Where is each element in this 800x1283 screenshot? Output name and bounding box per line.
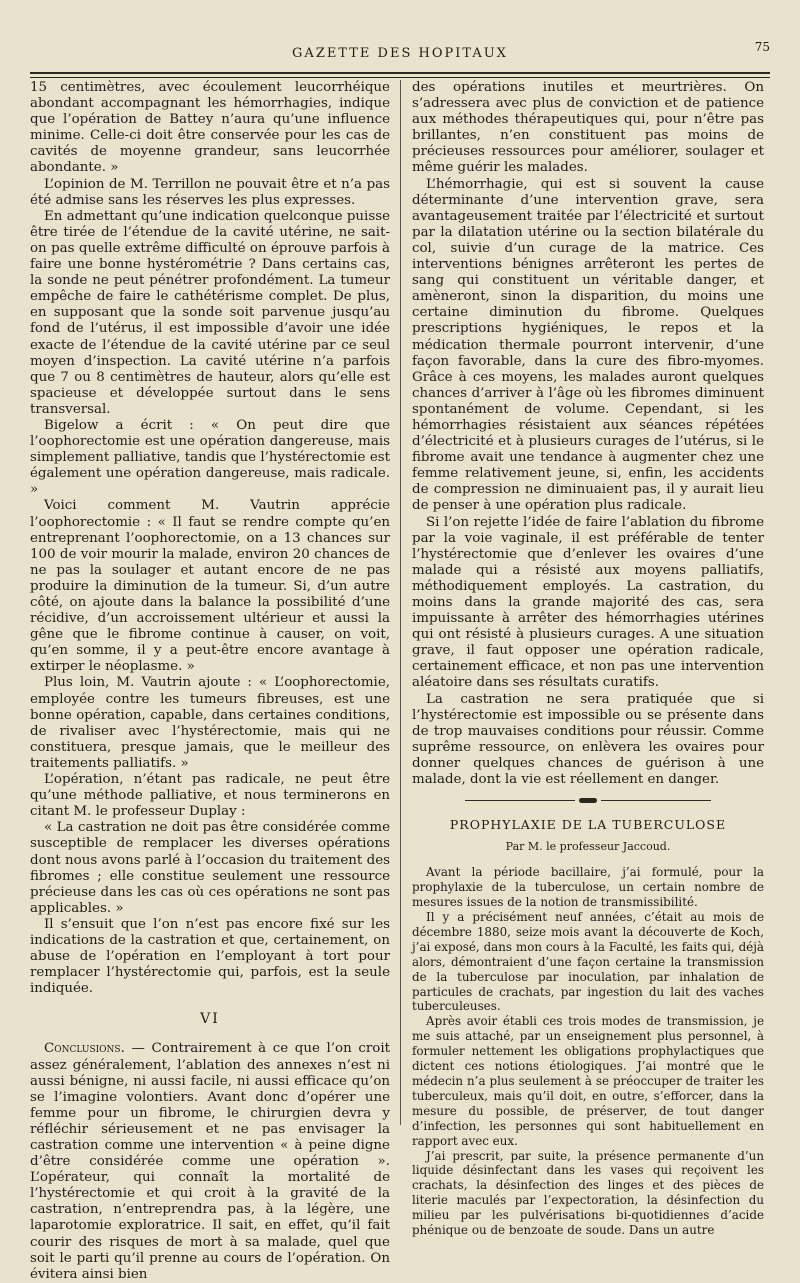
paragraph: L’hémorrhagie, qui est si souvent la cause déterminante d’une intervention grave, sera avantageusement traitée par l’électricité et surtout par la dilatation utérine ou la section bilatérale du col, suivie d’un curage de la matrice. Ces interventions bénignes arrêteront les pertes de sang qui constituent un véritable danger, et amèneront, sinon la disparition, du moins une certaine diminution du fibrome. Quelques prescriptions hygiéniques, le repos et la médication thermale pourront intervenir, d’une façon favorable, dans la cure des fibro-myomes. Grâce à ces moyens, les malades auront quelques chances d’arriver à l’âge où les fibromes diminuent spontanément de volume. Cependant, si les hémorrhagies résistaient aux séances répétées d’électricité et à plusieurs curages de l’utérus, si le fibrome avait une tendance à augmenter chez une femme relativement jeune, si, enfin, les accidents de compression ne diminuaient pas, il y aurait lieu de penser à une opération plus radicale. [412, 176, 764, 514]
paragraph: des opérations inutiles et meurtrières. On s’adressera avec plus de conviction et de patience aux méthodes thérapeutiques qui, pour n’être pas brillantes, n’en constituent pas moins de précieuses ressources pour améliorer, soulager et même guérir les malades. [412, 80, 764, 176]
conclusions-text: — Contrairement à ce que l’on croit assez généralement, l’ablation des annexes n’est ni aussi bénigne, ni aussi facile, ni aussi efficace qu’on se l’imagine volontiers. Avant donc d’opérer une femme pour un fibrome, le chirurgien devra y réfléchir sérieusement et ne pas envisager la castration comme une intervention « à peine digne d’être considérée comme une opération ». L’opérateur, qui connaît la mortalité de l’hystérectomie et qui croit à la gravité de la castration, n’entreprendra pas, à la légère, une laparotomie exploratrice. Il sait, en effet, qu’il fait courir des risques de mort à sa malade, quel que soit le parti qu’il prenne au cours de l’opération. On évitera ainsi bien [30, 1041, 390, 1282]
conclusions-label: Conclusions. [44, 1041, 125, 1057]
paragraph: Si l’on rejette l’idée de faire l’ablation du fibrome par la voie vaginale, il est préférable de tenter l’hystérectomie que d’enlever les ovaires d’une malade qui a résisté aux moyens palliatifs, méthodiquement employés. La castration, du moins dans la grande majorité des cas, sera impuissante à arrêter des hémorrhagies utérines qui ont résisté à plusieurs curages. A une situation grave, il faut opposer une opération radicale, certainement efficace, et non pas une intervention aléatoire dans ses résultats curatifs. [412, 514, 764, 691]
paragraph: Il s’ensuit que l’on n’est pas encore fixé sur les indications de la castration et que, certainement, on abuse de l’opération en l’employant à tort pour remplacer l’hystérectomie qui, parfois, est la seule indiquée. [30, 916, 390, 997]
paragraph: J’ai prescrit, par suite, la présence permanente d’un liquide désinfectant dans les vases qui reçoivent les crachats, la désinfection des linges et des pièces de literie maculés par l’expectoration, la désinfection du milieu par les pulvérisations bi-quotidiennes d’acide phénique ou de benzoate de soude. Dans un autre [412, 1148, 764, 1238]
article-title: PROPHYLAXIE DE LA TUBERCULOSE [449, 817, 727, 833]
section-number: VI [200, 1011, 220, 1028]
right-column [412, 80, 764, 1238]
page-number: 75 [754, 40, 770, 54]
paragraph: En admettant qu’une indication quelconque puisse être tirée de l’étendue de la cavité utérine, ne sait-on pas quelle extrême difficulté on éprouve parfois à faire une bonne hystérométrie ? Dans certains cas, la sonde ne peut pénétrer profondément. La tumeur empêche de faire le cathétérisme complet. De plus, en supposant que la sonde soit parvenue jusqu’au fond de l’utérus, il est impossible d’avoir une idée exacte de l’étendue de la cavité utérine par ce seul moyen d’inspection. La cavité utérine n’a parfois que 7 ou 8 centimètres de hauteur, alors qu’elle est spacieuse et développée surtout dans le sens transversal. [30, 208, 390, 417]
paragraph: « La castration ne doit pas être considérée comme susceptible de remplacer les diverses opérations dont nous avons parlé à l’occasion du traitement des fibromes ; elle constitue seulement une ressource précieuse dans les cas où ces opérations ne sont pas applicables. » [30, 820, 390, 916]
conclusions-paragraph [30, 1041, 390, 1282]
paragraph: Voici comment M. Vautrin apprécie l’oophorectomie : « Il faut se rendre compte qu’en entreprenant l’oophorectomie, on a 13 chances sur 100 de voir mourir la malade, environ 20 chances de ne pas la soulager et autant encore de ne pas produire la diminution de la tumeur. Si, d’un autre côté, on ajoute dans la balance la possibilité d’une récidive, d’un accroissement ultérieur et aussi la gêne que le fibrome continue à causer, on voit, qu’en somme, il y a peut-être encore avantage à extirper le néoplasme. » [30, 498, 390, 675]
paragraph: Plus loin, M. Vautrin ajoute : « L’oophorectomie, employée contre les tumeurs fibreuses, est une bonne opération, capable, dans certaines conditions, de rivaliser avec l’hystérectomie, mais qui ne constituera, presque jamais, que le meilleur des traitements palliatifs. » [30, 675, 390, 771]
paragraph: Bigelow a écrit : « On peut dire que l’oophorectomie est une opération dangereuse, mais simplement palliative, tandis que l’hystérectomie est également une opération dangereuse, mais radicale. » [30, 417, 390, 498]
paragraph: L’opinion de M. Terrillon ne pouvait être et n’a pas été admise sans les réserves les plus expresses. [30, 176, 390, 208]
left-column [30, 80, 390, 1283]
paragraph: Après avoir établi ces trois modes de transmission, je me suis attaché, par un enseignement plus personnel, à formuler nettement les obligations prophylactiques que dictent ces notions étiologiques. J’ai montré que le médecin n’a plus seulement à se préoccuper de traiter les tuberculeux, mais qu’il doit, en outre, s’efforcer, dans la mesure du possible, de préserver, de tout danger d’infection, les personnes qui sont habituellement en rapport avec eux. [412, 1014, 764, 1148]
paragraph: 15 centimètres, avec écoulement leucorrhéique abondant accompagnant les hémorrhagies, indique que l’opération de Battey n’aura qu’une influence minime. Celle-ci doit être conservée pour les cas de cavités de moyenne grandeur, sans leucorrhée abondante. » [30, 80, 390, 176]
header-rule [30, 72, 770, 78]
paragraph: L’opération, n’étant pas radicale, ne peut être qu’une méthode palliative, et nous terminerons en citant M. le professeur Duplay : [30, 772, 390, 820]
paragraph: La castration ne sera pratiquée que si l’hystérectomie est impossible ou se présente dans de trop mauvaises conditions pour réussir. Comme suprême ressource, on enlèvera les ovaires pour donner quelques chances de guérison à une malade, dont la vie est réellement en danger. [412, 691, 764, 788]
article-body [412, 865, 764, 1238]
section-separator [412, 798, 764, 803]
column-divider [400, 80, 401, 1125]
paragraph: Il y a précisément neuf années, c’était au mois de décembre 1880, seize mois avant la découverte de Koch, j’ai exposé, dans mon cours à la Faculté, les faits qui, déjà alors, démontraient d’une façon certaine la transmission de la tuberculose par inoculation, par inhalation de particules de crachats, par ingestion du lait des vaches tuberculeuses. [412, 910, 764, 1014]
running-title: GAZETTE DES HOPITAUX [292, 46, 508, 61]
paragraph: Avant la période bacillaire, j’ai formulé, pour la prophylaxie de la tuberculose, un certain nombre de mesures issues de la notion de transmissibilité. [412, 865, 764, 910]
article-byline: Par M. le professeur Jaccoud. [505, 840, 671, 854]
page-header [30, 40, 770, 68]
